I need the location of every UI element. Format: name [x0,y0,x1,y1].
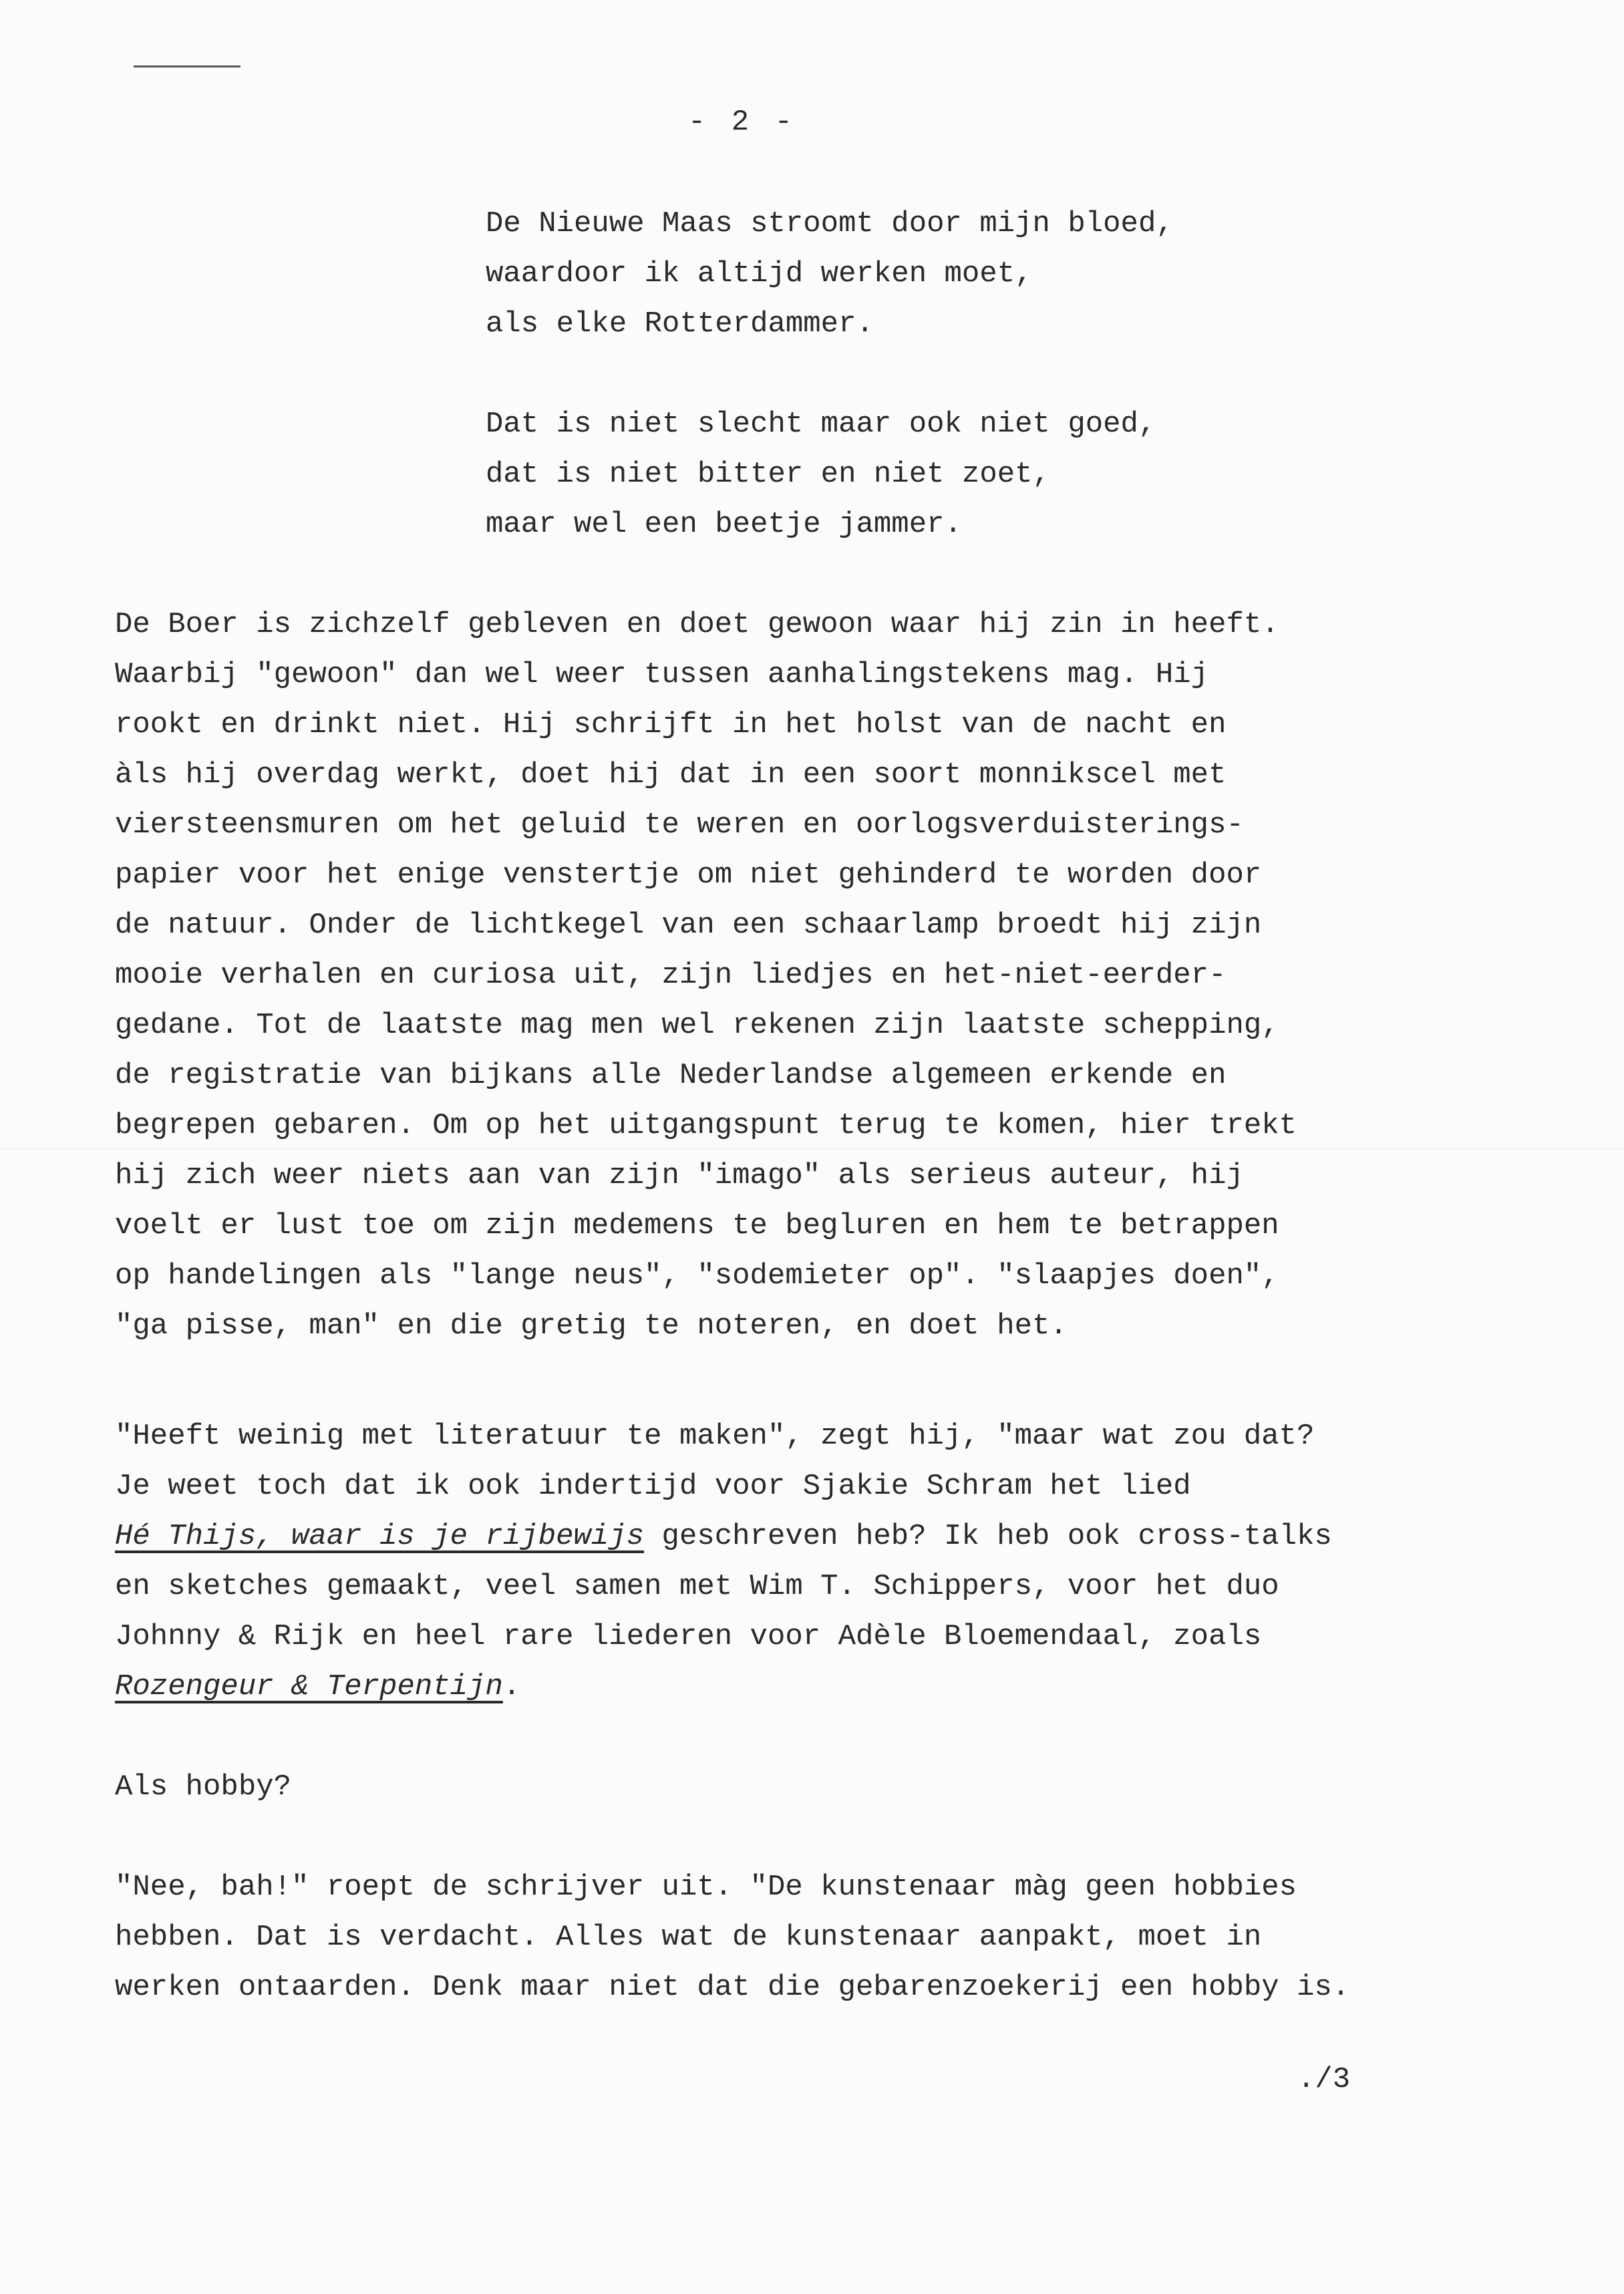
text-line: papier voor het enige venstertje om niet gehinderd te worden door [115,858,1262,892]
text-line: voelt er lust toe om zijn medemens te begluren en hem te betrappen [115,1209,1279,1243]
song-title: Rozengeur & Terpentijn [115,1670,503,1703]
text-line: Je weet toch dat ik ook indertijd voor Sjakie Schram het lied [115,1470,1191,1503]
poem-line: De Nieuwe Maas stroomt door mijn bloed, [486,207,1174,240]
poem-stanza-1 [486,199,1174,349]
continuation-marker: ./3 [1297,2063,1351,2096]
poem-line: maar wel een beetje jammer. [486,508,962,541]
paragraph-3 [115,1862,1531,2013]
text-line: rookt en drinkt niet. Hij schrijft in het holst van de nacht en [115,708,1227,742]
poem-line: als elke Rotterdammer. [486,307,874,341]
poem-line: dat is niet bitter en niet zoet, [486,458,1050,491]
text-line [115,1662,1531,1712]
text-line: De Boer is zichzelf gebleven en doet gewoon waar hij zin in heeft. [115,608,1279,641]
poem-line: waardoor ik altijd werken moet, [486,257,1033,291]
text-line: viersteensmuren om het geluid te weren en oorlogsverduisterings- [115,808,1244,842]
question [115,1762,1531,1812]
staple-mark [134,65,240,67]
text-line: en sketches gemaakt, veel samen met Wim T. Schippers, voor het duo [115,1570,1279,1603]
page-number: - 2 - [688,106,797,139]
text-line: hebben. Dat is verdacht. Alles wat de kunstenaar aanpakt, moet in [115,1921,1262,1954]
text-line: de registratie van bijkans alle Nederlandse algemeen erkende en [115,1059,1227,1092]
text-line: begrepen gebaren. Om op het uitgangspunt terug te komen, hier trekt [115,1109,1297,1142]
text-line: mooie verhalen en curiosa uit, zijn liedjes en het-niet-eerder- [115,959,1227,992]
text-line: de natuur. Onder de lichtkegel van een schaarlamp broedt hij zijn [115,909,1262,942]
paragraph-2 [115,1412,1531,1712]
text-line [115,1512,1531,1562]
text-line: "ga pisse, man" en die gretig te noteren, en doet het. [115,1309,1068,1343]
text-line: gedane. Tot de laatste mag men wel rekenen zijn laatste schepping, [115,1009,1279,1042]
text-line: werken ontaarden. Denk maar niet dat die gebarenzoekerij een hobby is. [115,1971,1350,2004]
text-line: Johnny & Rijk en heel rare liederen voor Adèle Bloemendaal, zoals [115,1620,1262,1653]
text-line: "Heeft weinig met literatuur te maken", zegt hij, "maar wat zou dat? [115,1420,1315,1453]
text-line: àls hij overdag werkt, doet hij dat in een soort monnikscel met [115,758,1227,792]
paragraph-1 [115,600,1531,1351]
poem-stanza-2 [486,399,1156,550]
text-line: "Nee, bah!" roept de schrijver uit. "De kunstenaar màg geen hobbies [115,1870,1297,1904]
song-title: Hé Thijs, waar is je rijbewijs [115,1520,645,1553]
text-line: Waarbij "gewoon" dan wel weer tussen aanhalingstekens mag. Hij [115,658,1209,691]
poem-line: Dat is niet slecht maar ook niet goed, [486,407,1156,441]
text-span: . [502,1670,521,1703]
text-span: geschreven heb? Ik heb ook cross-talks [644,1520,1332,1553]
text-line: Als hobby? [115,1770,292,1804]
text-line: hij zich weer niets aan van zijn "imago" als serieus auteur, hij [115,1159,1244,1192]
text-line: op handelingen als "lange neus", "sodemieter op". "slaapjes doen", [115,1259,1279,1293]
